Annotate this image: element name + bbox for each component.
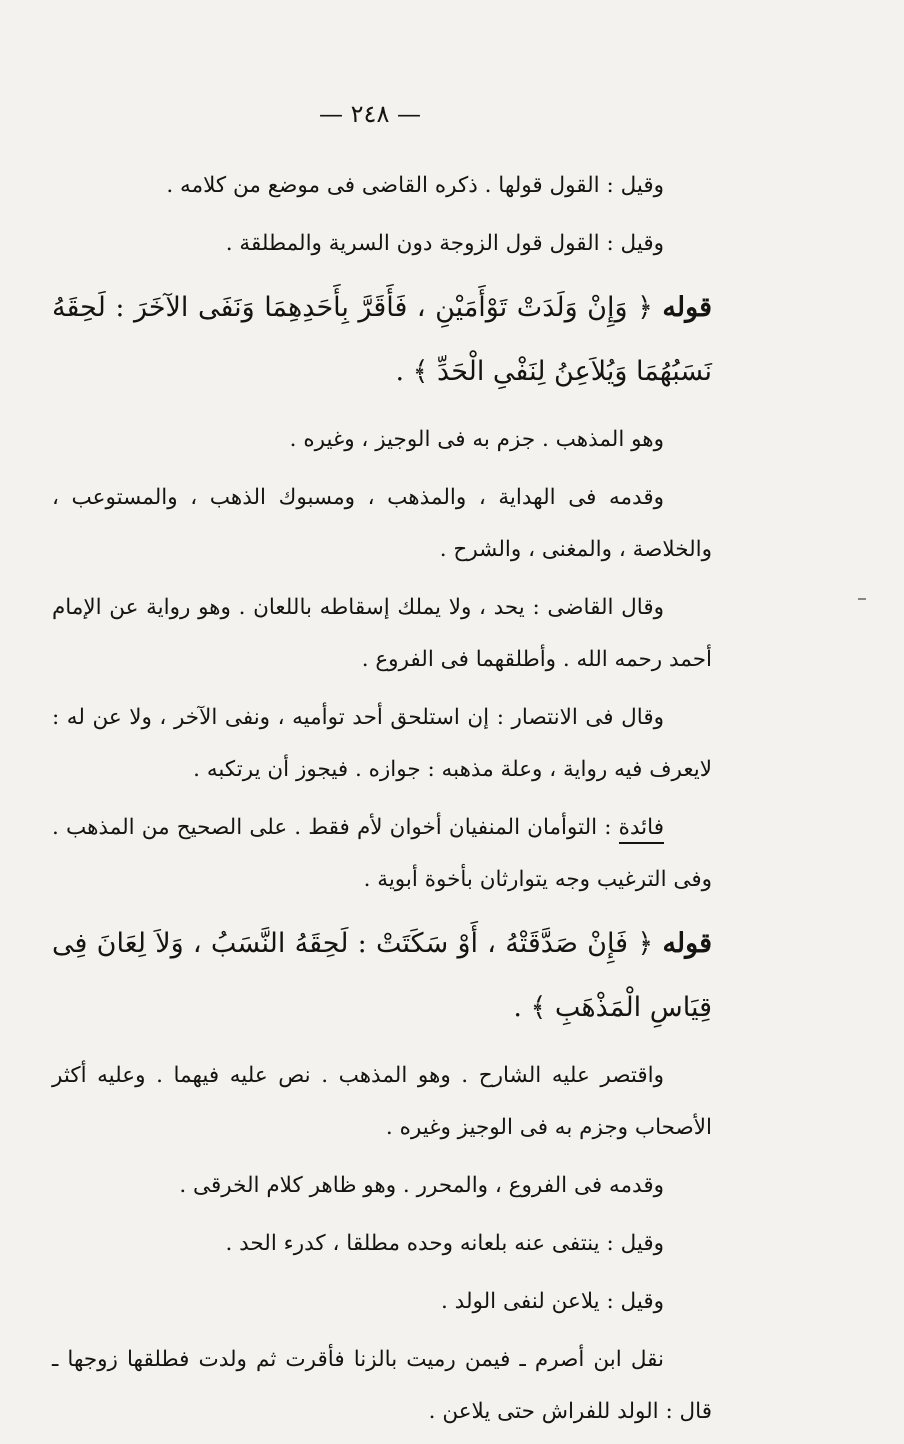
paragraph-7: واقتصر عليه الشارح . وهو المذهب . نص عليه فيهما . وعليه أكثر الأصحاب وجزم به فى الوجيز وغيره .	[52, 1063, 712, 1140]
benefit-paragraph	[52, 802, 712, 906]
quote-lead-2: قوله	[662, 928, 712, 959]
paragraph-10: وقيل : يلاعن لنفى الولد .	[441, 1289, 664, 1314]
scan-edge-mark	[858, 598, 866, 600]
paragraph-9: وقيل : ينتفى عنه بلعانه وحده مطلقا ، كدرء الحد .	[225, 1231, 664, 1256]
quote-body-2: ﴿ فَإِنْ صَدَّقَتْهُ ، أَوْ سَكَتَتْ : لَحِقَهُ النَّسَبُ ، وَلاَ لِعَانَ فِى قِيَاسِ الْمَذْهَبِ ﴾ .	[52, 928, 712, 1023]
quoted-text-1	[52, 276, 712, 404]
quoted-text-2	[52, 912, 712, 1040]
quote-lead-1: قوله	[662, 292, 712, 323]
benefit-label: فائدة	[619, 815, 664, 844]
main-text	[52, 160, 712, 1444]
paragraph-8: وقدمه فى الفروع ، والمحرر . وهو ظاهر كلام الخرقى .	[179, 1173, 664, 1198]
paragraph-5: وقال القاضى : يحد ، ولا يملك إسقاطه باللعان . وهو رواية عن الإمام أحمد رحمه الله . وأطلقهما فى الفروع .	[52, 595, 712, 672]
page-number: — ٢٤٨ —	[319, 100, 421, 128]
benefit-text: : التوأمان المنفيان أخوان لأم فقط . على الصحيح من المذهب . وفى الترغيب وجه يتوارثان بأخوة أبوية .	[52, 815, 712, 892]
paragraph-2: وقيل : القول قول الزوجة دون السرية والمطلقة .	[225, 231, 664, 256]
paragraph-11: نقل ابن أصرم ـ فيمن رميت بالزنا فأقرت ثم ولدت فطلقها زوجها ـ قال : الولد للفراش حتى يلاعن .	[52, 1347, 712, 1424]
quote-body-1: ﴿ وَإِنْ وَلَدَتْ تَوْأَمَيْنِ ، فَأَقَرَّ بِأَحَدِهِمَا وَنَفَى الآخَرَ : لَحِقَهُ نَسَبُهُمَا وَيُلاَعِنُ لِنَفْىِ الْحَدِّ ﴾ .	[52, 292, 712, 387]
paragraph-6: وقال فى الانتصار : إن استلحق أحد توأميه ، ونفى الآخر ، ولا عن له : لايعرف فيه رواية ، وعلة مذهبه : جوازه . فيجوز أن يرتكبه .	[52, 705, 712, 782]
paragraph-4: وقدمه فى الهداية ، والمذهب ، ومسبوك الذهب ، والمستوعب ، والخلاصة ، والمغنى ، والشرح .	[52, 485, 712, 562]
paragraph-3: وهو المذهب . جزم به فى الوجيز ، وغيره .	[289, 427, 664, 452]
paragraph-1: وقيل : القول قولها . ذكره القاضى فى موضع من كلامه .	[166, 173, 664, 198]
